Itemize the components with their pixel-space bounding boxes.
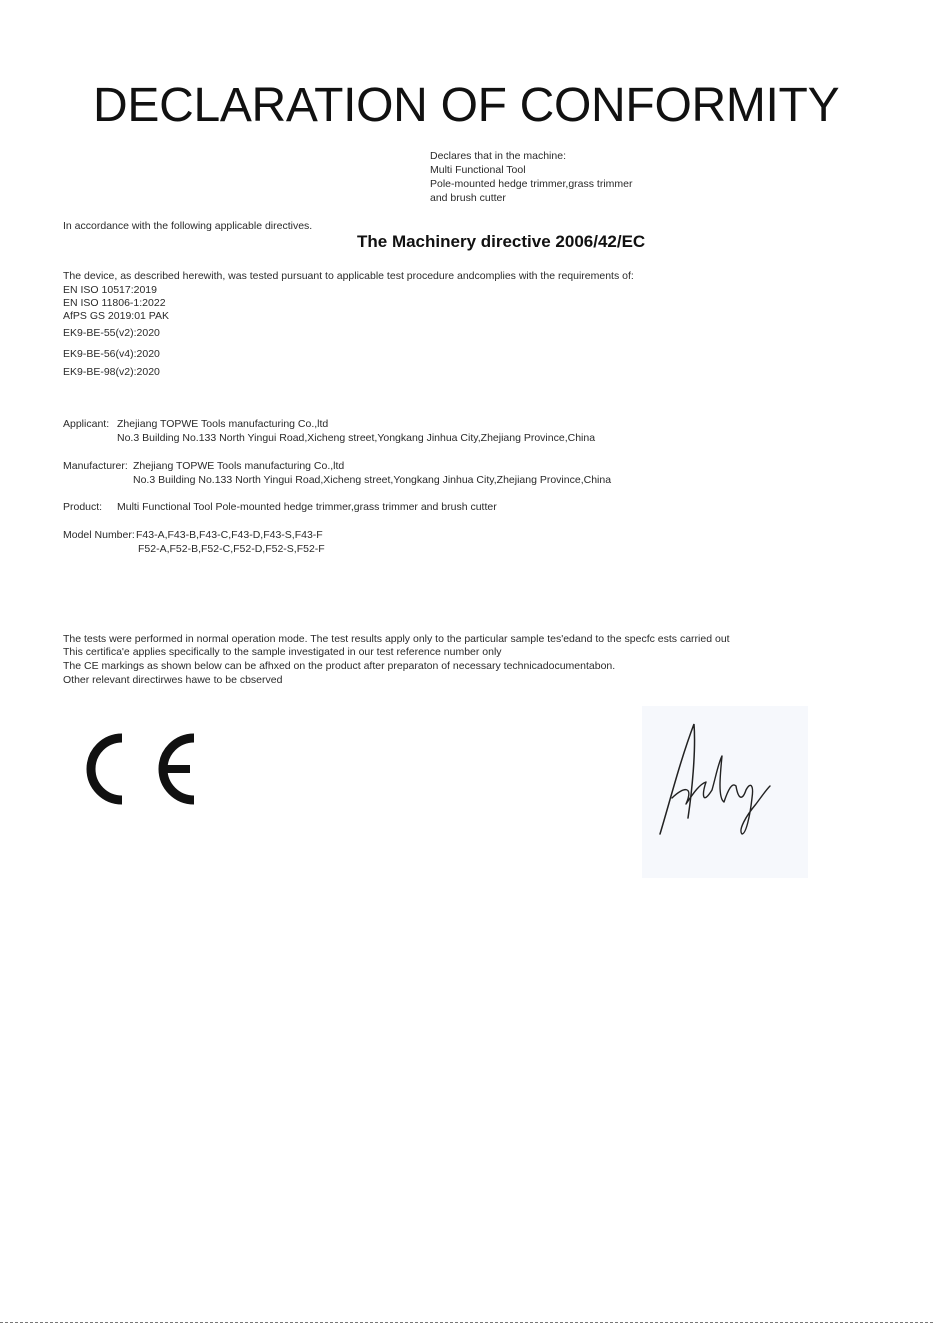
- manufacturer-label: Manufacturer:: [63, 460, 128, 472]
- device-statement: The device, as described herewith, was tested pursuant to applicable test procedure andcomplies with the requirements of:: [63, 270, 634, 282]
- note-line: The tests were performed in normal operation mode. The test results apply only to the particular sample tes'edand to the specfc ests carried out: [63, 633, 730, 645]
- manufacturer-address: No.3 Building No.133 North Yingui Road,Xicheng street,Yongkang Jinhua City,Zhejiang Province,China: [133, 474, 612, 486]
- standard-item: EN ISO 10517:2019: [63, 284, 157, 296]
- signature-image: [642, 706, 808, 878]
- standard-item: EK9-BE-98(v2):2020: [63, 366, 160, 378]
- declares-line: and brush cutter: [430, 192, 506, 204]
- note-line: Other relevant directirwes hawe to be cbserved: [63, 674, 283, 686]
- bottom-divider: [0, 1322, 933, 1323]
- standard-item: AfPS GS 2019:01 PAK: [63, 310, 170, 322]
- signature-box: [642, 706, 808, 878]
- note-line: This certifica'e applies specifically to the sample investigated in our test reference number only: [63, 646, 502, 658]
- applicant-address: No.3 Building No.133 North Yingui Road,Xicheng street,Yongkang Jinhua City,Zhejiang Province,China: [117, 432, 596, 444]
- manufacturer-name: Zhejiang TOPWE Tools manufacturing Co.,ltd: [133, 460, 345, 472]
- declares-line: Multi Functional Tool: [430, 164, 526, 176]
- applicant-name: Zhejiang TOPWE Tools manufacturing Co.,ltd: [117, 418, 329, 430]
- declares-line: Pole-mounted hedge trimmer,grass trimmer: [430, 178, 633, 190]
- product-label: Product:: [63, 501, 103, 513]
- applicant-label: Applicant:: [63, 418, 110, 430]
- directive-heading: The Machinery directive 2006/42/EC: [357, 232, 646, 251]
- standard-item: EN ISO 11806-1:2022: [63, 297, 166, 309]
- document-title: DECLARATION OF CONFORMITY: [93, 79, 840, 132]
- product-value: Multi Functional Tool Pole-mounted hedge trimmer,grass trimmer and brush cutter: [117, 501, 497, 513]
- model-label: Model Number:: [63, 529, 135, 541]
- standard-item: EK9-BE-56(v4):2020: [63, 348, 160, 360]
- accordance-text: In accordance with the following applicable directives.: [63, 220, 313, 232]
- standard-item: EK9-BE-55(v2):2020: [63, 327, 160, 339]
- declares-line: Declares that in the machine:: [430, 150, 566, 162]
- ce-mark-logo: [72, 730, 202, 815]
- model-line: F43-A,F43-B,F43-C,F43-D,F43-S,F43-F: [136, 529, 323, 541]
- note-line: The CE markings as shown below can be afhxed on the product after preparaton of necessary technicadocumentabon.: [63, 660, 616, 672]
- model-line: F52-A,F52-B,F52-C,F52-D,F52-S,F52-F: [138, 543, 325, 555]
